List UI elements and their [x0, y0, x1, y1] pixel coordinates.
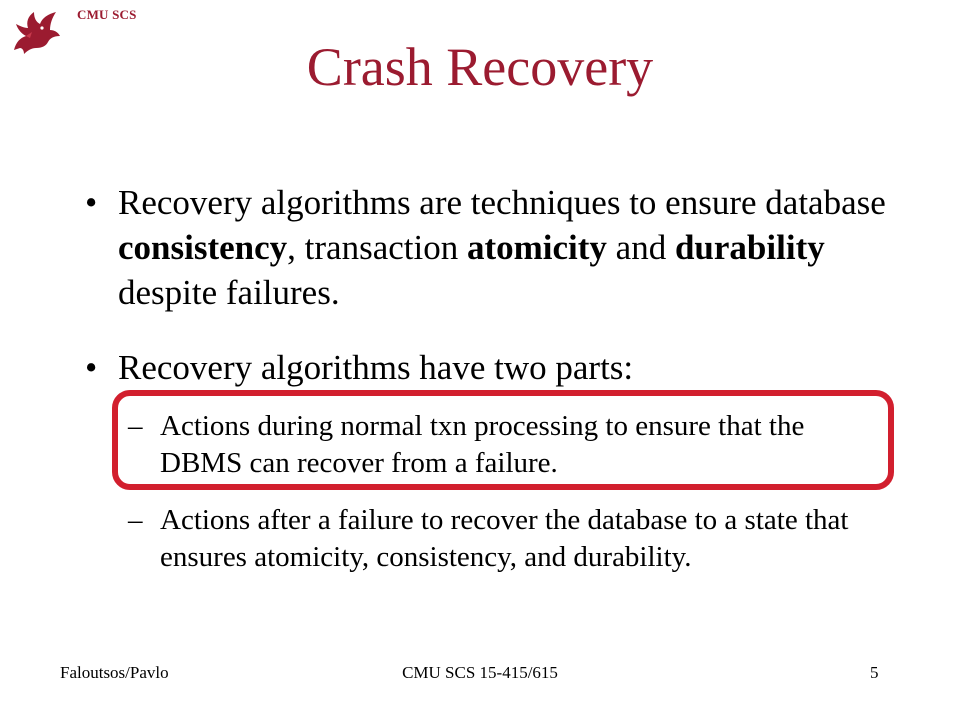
sub-bullet-text: Actions during normal txn processing to ensure that the DBMS can recover from a failure. [160, 410, 805, 479]
bullet-text-segment: Recovery algorithms are techniques to ensure database [118, 183, 886, 222]
slide-title: Crash Recovery [306, 37, 654, 97]
bullet-text [118, 180, 888, 315]
bullet-marker: • [85, 183, 98, 222]
bullet-text-segment: and [606, 228, 675, 267]
bullet-marker: • [85, 348, 98, 387]
bullet-text-segment: , transaction [287, 228, 467, 267]
bullet-text: Recovery algorithms have two parts: [118, 348, 634, 387]
sub-bullet-text: Actions after a failure to recover the database to a state that ensures atomicity, consistency, and durability. [160, 504, 849, 573]
footer-authors: Faloutsos/Pavlo [60, 663, 169, 682]
bullet-keyword: atomicity [466, 228, 607, 267]
bullet-keyword: consistency [118, 228, 288, 267]
bullet-text-segment: despite failures. [118, 273, 340, 312]
footer-course: CMU SCS 15-415/615 [402, 663, 558, 682]
bullet-keyword: durability [674, 228, 825, 267]
sub-bullet-marker: – [128, 410, 143, 442]
sub-bullet-marker: – [128, 504, 143, 536]
logo-text: CMU SCS [77, 7, 137, 22]
page-number: 5 [870, 663, 879, 682]
highlight-box [112, 390, 894, 490]
